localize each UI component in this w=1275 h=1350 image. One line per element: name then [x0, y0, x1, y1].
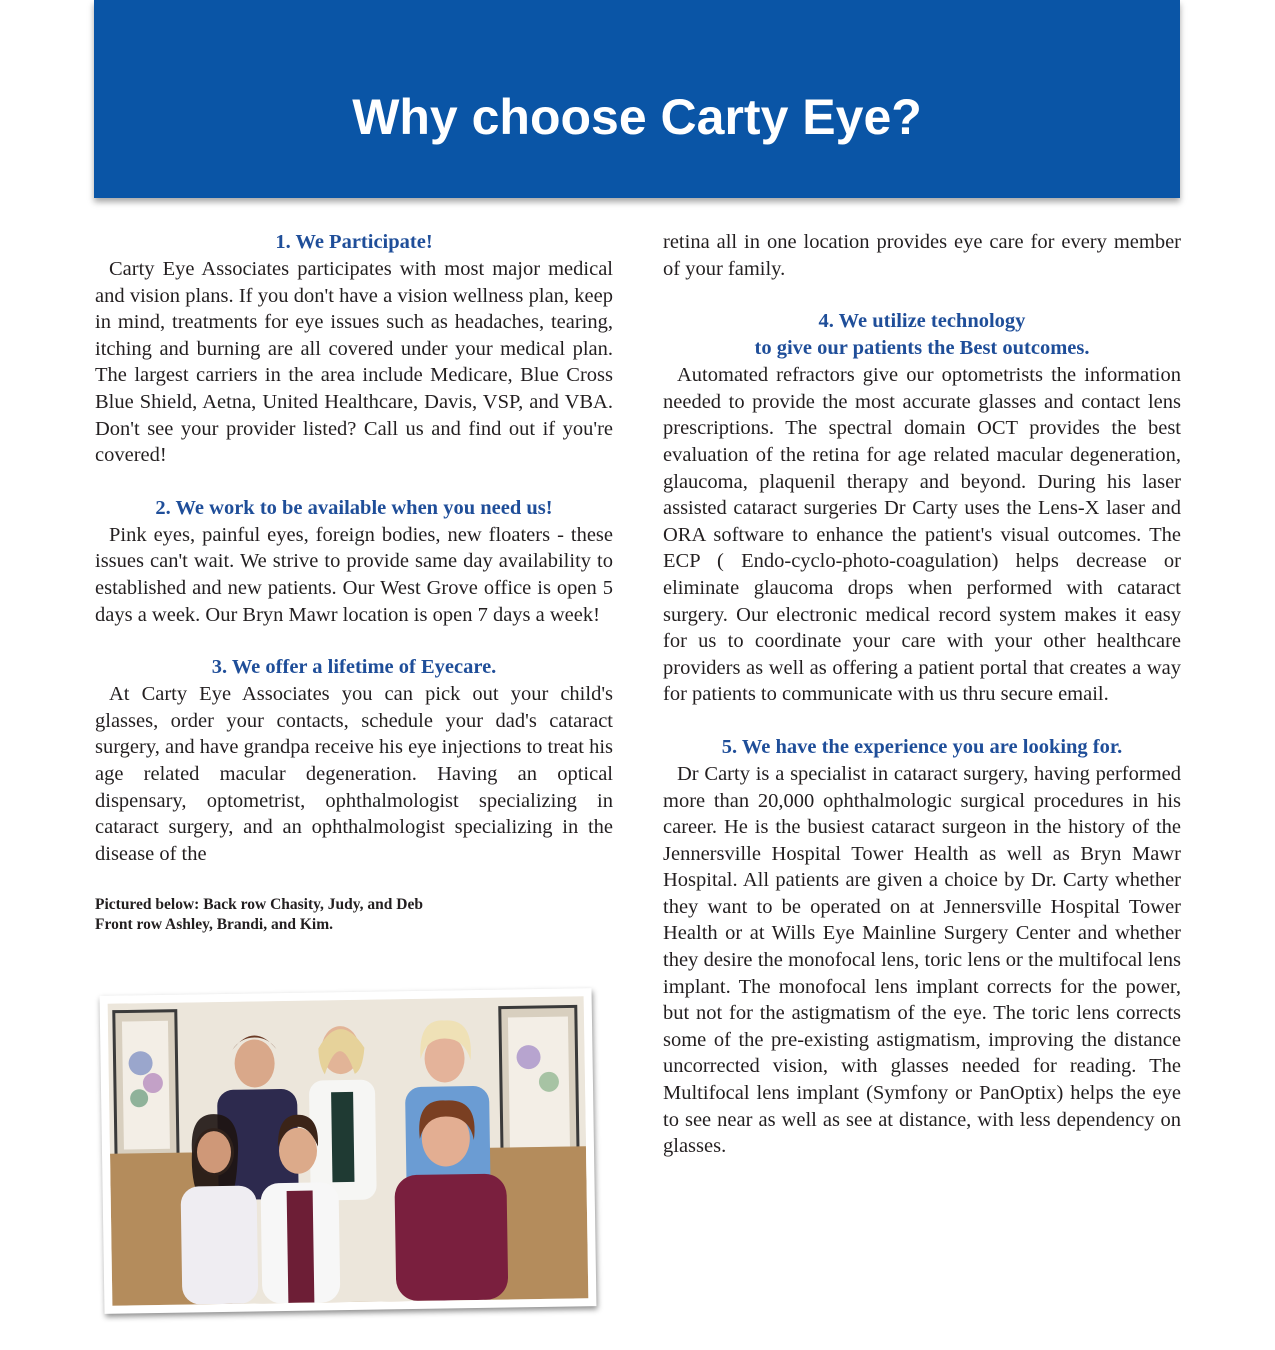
page-title: Why choose Carty Eye? — [352, 89, 922, 145]
section-heading: 4. We utilize technology — [818, 310, 1026, 333]
section-technology — [663, 308, 1181, 708]
section-heading: to give our patients the Best outcomes. — [754, 337, 1090, 360]
section-heading: 1. We Participate! — [275, 231, 433, 253]
section-lifetime-eyecare — [95, 654, 613, 867]
section-availability — [95, 495, 613, 628]
staff-photo-illustration — [108, 996, 589, 1305]
section-experience — [663, 734, 1181, 1160]
caption-line: Front row Ashley, Brandi, and Kim. — [95, 916, 333, 934]
section-body: Dr Carty is a specialist in cataract surgery, having performed more than 20,000 ophthalmologic surgical procedures in his career. He is the busiest cataract surgeon in the history of the Jennersville Hospital Tower Health as well as Bryn Mawr Hospital. All patients are given a choice by Dr. Carty whether they want to be operated on at Jennersville Hospital Tower Health or at Wills Eye Mainline Surgery Center and whether they desire the monofocal lens, toric lens or the multifocal lens implant. The monofocal lens implant corrects for the power, but not for the astigmatism of the eye. The toric lens corrects some of the pre-existing astigmatism, improving the distance uncorrected vision, with glasses needed for reading. The Multifocal lens implant (Symfony or PanOptix) helps the eye to see near as well as see at distance, with less dependency on glasses. — [663, 762, 1181, 1158]
section-body: Pink eyes, painful eyes, foreign bodies, new floaters - these issues can't wait. We strive to provide same day availability to established and new patients. Our West Grove office is open 5 days a week. Our Bryn Mawr location is open 7 days a week! — [95, 523, 613, 626]
staff-photo — [108, 996, 589, 1305]
caption-line: Pictured below: Back row Chasity, Judy, and Deb — [95, 896, 423, 914]
section-body: Automated refractors give our optometrists the information needed to provide the most accurate glasses and contact lens prescriptions. The spectral domain OCT provides the best evaluation of the retina for age related macular degeneration, glaucoma, plaquenil therapy and beyond. During his laser assisted cataract surgeries Dr Carty uses the Lens-X laser and ORA software to enhance the patient's visual outcomes. The ECP ( Endo-cyclo-photo-coagulation) helps decrease or eliminate glaucoma drops when performed with cataract surgery. Our electronic medical record system makes it easy for us to coordinate your care with your other healthcare providers as well as offering a patient portal that creates a way for patients to communicate with us thru secure email. — [663, 364, 1181, 706]
section-heading: 2. We work to be available when you need us! — [155, 496, 553, 519]
left-column — [95, 229, 613, 935]
section-participate — [95, 229, 613, 469]
section-heading: 3. We offer a lifetime of Eyecare. — [211, 656, 497, 679]
section-body-continued: retina all in one location provides eye care for every member of your family. — [663, 231, 1181, 280]
header-banner — [94, 0, 1180, 198]
staff-photo-frame — [100, 988, 597, 1314]
right-column — [663, 229, 1181, 1160]
photo-caption — [95, 895, 613, 935]
section-body: At Carty Eye Associates you can pick out your child's glasses, order your contacts, schedule your dad's cataract surgery, and have grandpa receive his eye injections to treat his age related macular degeneration. Having an optical dispensary, optometrist, ophthalmologist specializing in cataract surgery, and an ophthalmologist specializing in the disease of the — [95, 683, 614, 865]
section-heading: 5. We have the experience you are looking for. — [721, 735, 1123, 758]
section-body: Carty Eye Associates participates with most major medical and vision plans. If you don't have a vision wellness plan, keep in mind, treatments for eye issues such as headaches, tearing, itching and burning are all covered under your medical plan. The largest carriers in the area include Medicare, Blue Cross Blue Shield, Aetna, United Healthcare, Davis, VSP, and VBA. Don't see your provider listed? Call us and find out if you're covered! — [95, 258, 613, 467]
